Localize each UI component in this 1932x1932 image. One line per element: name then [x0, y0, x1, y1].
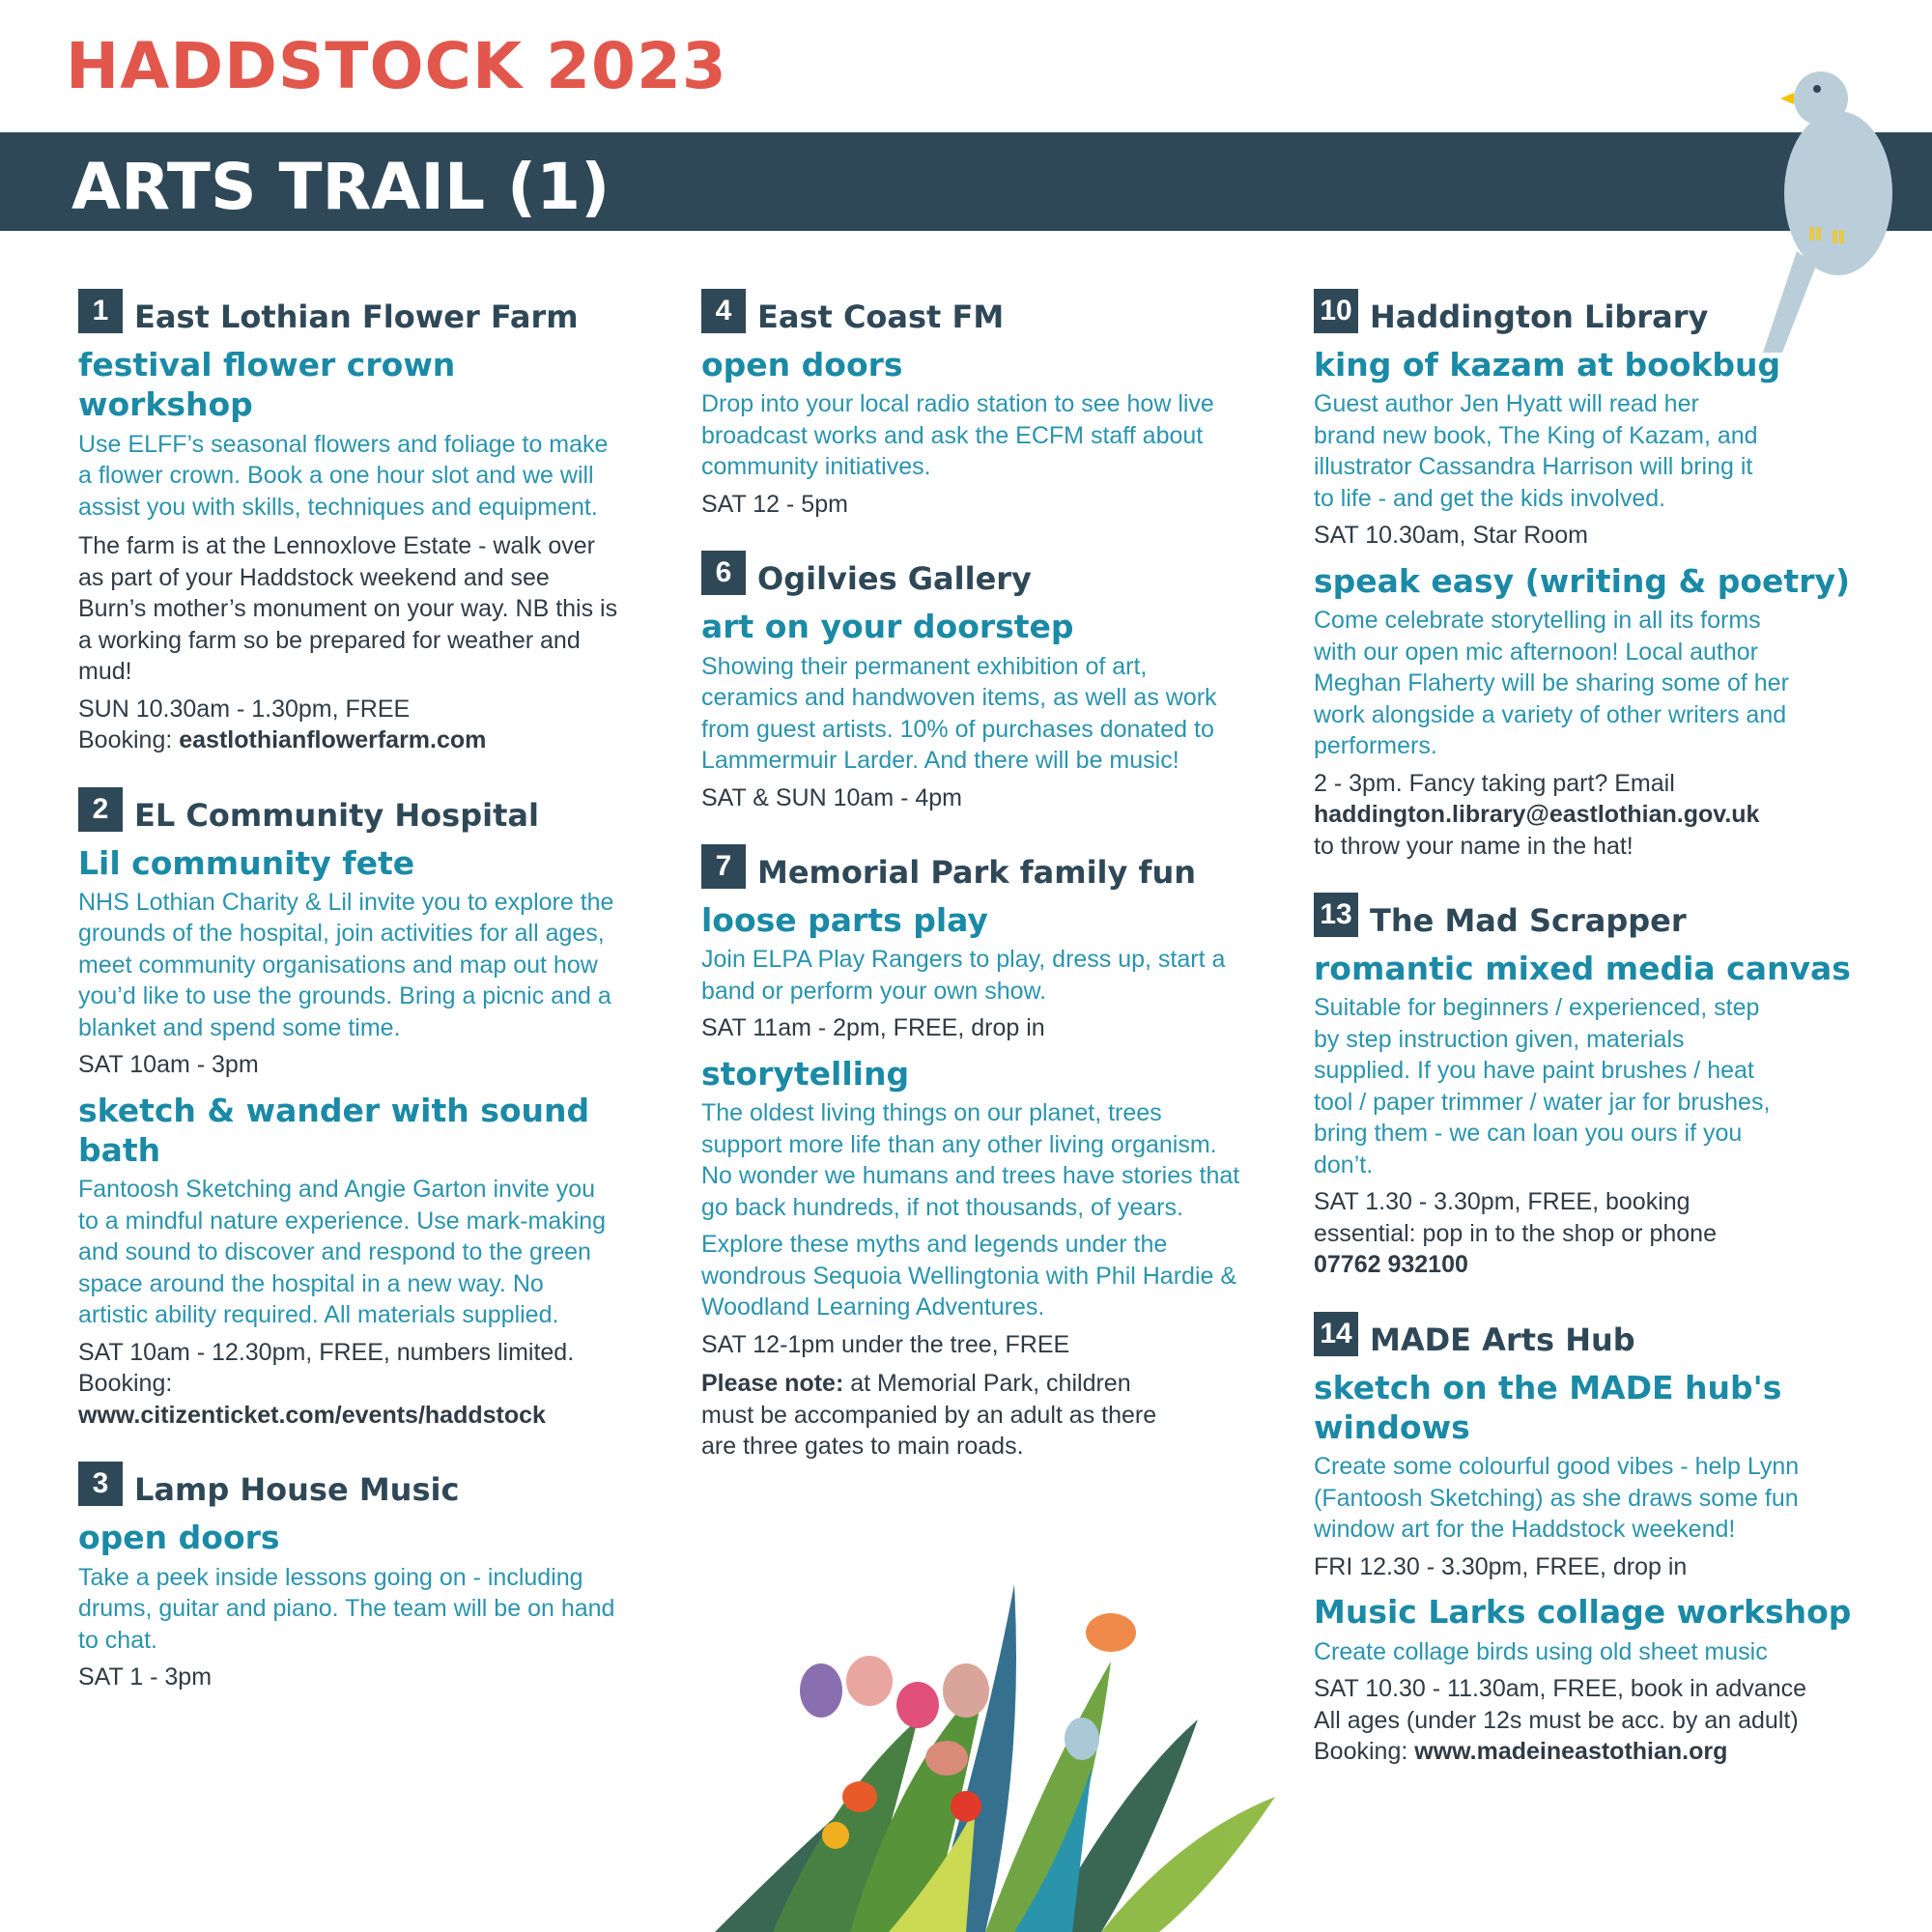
activity-title: speak easy (writing & poetry) — [1314, 561, 1851, 600]
venue-header — [701, 842, 1242, 891]
venue-number: 13 — [1314, 893, 1358, 937]
venue-14 — [1314, 1310, 1893, 1768]
activity-title: loose parts play — [701, 901, 988, 939]
email-link[interactable]: haddington.library@eastlothian.gov.uk — [1314, 801, 1760, 828]
activity-description: Join ELPA Play Rangers to play, dress up, start a band or perform your own show. — [701, 946, 1226, 1005]
activity-description: Showing their permanent exhibition of art, ceramics and handwoven items, as well as work from guest artists. 10% of purchases donated to Lammermuir Larder. And there will be music! — [701, 652, 1217, 774]
venue-name: MADE Arts Hub — [1370, 1321, 1635, 1358]
activity-time: SUN 10.30am - 1.30pm, FREE Booking: eastlothianflowerfarm.com — [78, 695, 487, 753]
column-middle — [701, 285, 1242, 1476]
venue-6 — [701, 549, 1242, 813]
venue-header — [78, 785, 619, 834]
venue-header — [1314, 1310, 1893, 1358]
venue-2 — [78, 785, 619, 1432]
booking-link[interactable]: eastlothianflowerfarm.com — [179, 726, 487, 753]
event-title: HADDSTOCK 2023 — [66, 29, 727, 103]
venue-header — [1314, 287, 1893, 335]
venue-7 — [701, 842, 1242, 1463]
activity-title: storytelling — [701, 1054, 910, 1093]
venue-number: 7 — [701, 844, 746, 889]
venue-name: East Lothian Flower Farm — [134, 298, 579, 335]
venue-name: East Coast FM — [757, 298, 1005, 335]
activity-description: NHS Lothian Charity & Lil invite you to explore the grounds of the hospital, join activities for all ages, meet community organisations and map out how you’d like to use the grounds. Bring a picnic and a blanket and spend some time. — [78, 888, 614, 1041]
activity-time: SAT 10am - 3pm — [78, 1051, 259, 1079]
venue-header — [78, 287, 619, 335]
activity-description: Suitable for beginners / experienced, step by step instruction given, materials supplied. If you have paint brushes / heat tool / paper trimmer / water jar for brushes, bring them - we can loan you ours if you don’t. — [1314, 994, 1771, 1179]
activity-time: SAT & SUN 10am - 4pm — [701, 783, 962, 811]
activity-description: Create collage birds using old sheet music — [1314, 1637, 1768, 1665]
activity-description: Take a peek inside lessons going on - including drums, guitar and piano. The team will be on hand to chat. — [78, 1563, 615, 1654]
venue-number: 10 — [1314, 289, 1358, 333]
safety-note: Please note: at Memorial Park, children must be accompanied by an adult as there are three gates to main roads. — [701, 1370, 1157, 1460]
activity-time: SAT 12-1pm under the tree, FREE — [701, 1330, 1070, 1358]
column-left — [78, 285, 619, 1707]
venue-name: Memorial Park family fun — [757, 854, 1196, 891]
activity-description: Create some colourful good vibes - help Lynn (Fantoosh Sketching) as she draws some fun window art for the Haddstock weekend! — [1314, 1453, 1800, 1544]
activity-description: Drop into your local radio station to see how live broadcast works and ask the ECFM staff about community initiatives. — [701, 390, 1214, 481]
venue-name: Lamp House Music — [134, 1471, 460, 1509]
venue-13 — [1314, 891, 1893, 1281]
activity-time: 2 - 3pm. Fancy taking part? Email haddington.library@eastlothian.gov.uk to throw your name in the hat! — [1314, 769, 1760, 860]
activity-time: SAT 1 - 3pm — [78, 1663, 213, 1690]
venue-name: The Mad Scrapper — [1370, 902, 1687, 939]
activity-description: Come celebrate storytelling in all its forms with our open mic afternoon! Local author Meghan Flaherty will be sharing some of her work alongside a variety of other writers and performers. — [1314, 607, 1789, 759]
activity-time: SAT 11am - 2pm, FREE, drop in — [701, 1014, 1045, 1042]
venue-1 — [78, 287, 619, 756]
activity-title: romantic mixed media canvas — [1314, 950, 1851, 987]
activity-title: festival flower crown workshop — [78, 346, 456, 424]
phone-number[interactable]: 07762 932100 — [1314, 1251, 1468, 1279]
activity-description: Use ELFF’s seasonal flowers and foliage to make a flower crown. Book a one hour slot and we will assist you with skills, techniques and equipment. — [78, 430, 609, 521]
activity-extra-info: The farm is at the Lennoxlove Estate - walk over as part of your Haddstock weekend and see Burn’s mother’s monument on your way. NB this is a working farm so be prepared for weather and mud! — [78, 532, 618, 685]
activity-title: king of kazam at bookbug — [1314, 346, 1781, 384]
activity-title: art on your doorstep — [701, 608, 1074, 646]
venue-number: 6 — [701, 551, 746, 595]
activity-time: SAT 10.30 - 11.30am, FREE, book in advance All ages (under 12s must be acc. by an adult) Booking: www.madeineastothian.org — [1314, 1675, 1807, 1765]
activity-time: FRI 12.30 - 3.30pm, FREE, drop in — [1314, 1552, 1688, 1580]
venue-header — [701, 287, 1242, 335]
activity-title: sketch on the MADE hub's windows — [1314, 1368, 1782, 1446]
activity-description: The oldest living things on our planet, trees support more life than any other living organism. No wonder we humans and trees have stories that go back hundreds, if not thousands, of years. — [701, 1099, 1240, 1221]
venue-header — [701, 549, 1242, 597]
activity-description: Fantoosh Sketching and Angie Garton invite you to a mindful nature experience. Use mark-making and sound to discover and respond to the green space around the hospital in a new way. No artistic ability required. All materials supplied. — [78, 1176, 607, 1329]
venue-number: 3 — [78, 1462, 123, 1506]
booking-link[interactable]: www.madeineastothian.org — [1414, 1738, 1728, 1765]
foliage-illustration-icon — [696, 1546, 1314, 1932]
activity-title: open doors — [78, 1519, 280, 1557]
venue-10 — [1314, 287, 1893, 862]
booking-link[interactable]: www.citizenticket.com/events/haddstock — [78, 1401, 546, 1429]
venue-name: Ogilvies Gallery — [757, 560, 1032, 598]
title-banner — [0, 132, 1932, 231]
activity-time: SAT 12 - 5pm — [701, 490, 848, 518]
venue-name: EL Community Hospital — [134, 796, 539, 834]
column-right — [1314, 285, 1893, 1781]
venue-number: 2 — [78, 787, 123, 832]
activity-title: Music Larks collage workshop — [1314, 1593, 1852, 1632]
venue-number: 4 — [701, 289, 746, 333]
page-title: ARTS TRAIL (1) — [71, 150, 611, 224]
venue-name: Haddington Library — [1370, 298, 1709, 335]
activity-time: SAT 10am - 12.30pm, FREE, numbers limited. Booking: www.citizenticket.com/events/haddstock — [78, 1338, 575, 1429]
venue-number: 1 — [78, 289, 123, 333]
venue-header — [1314, 891, 1893, 939]
activity-time: SAT 10.30am, Star Room — [1314, 522, 1588, 550]
activity-title: open doors — [701, 346, 903, 384]
venue-4 — [701, 287, 1242, 520]
venue-header — [78, 1460, 619, 1508]
activity-time: SAT 1.30 - 3.30pm, FREE, booking essential: pop in to the shop or phone 07762 932100 — [1314, 1188, 1717, 1279]
activity-title: Lil community fete — [78, 843, 415, 882]
venue-number: 14 — [1314, 1312, 1358, 1356]
activity-title: sketch & wander with sound bath — [78, 1091, 590, 1169]
activity-description-2: Explore these myths and legends under the wondrous Sequoia Wellingtonia with Phil Hardie & Woodland Learning Adventures. — [701, 1231, 1237, 1321]
venue-3 — [78, 1460, 619, 1692]
activity-description: Guest author Jen Hyatt will read her brand new book, The King of Kazam, and illustrator Cassandra Harrison will bring it to life - and get the kids involved. — [1314, 390, 1758, 512]
